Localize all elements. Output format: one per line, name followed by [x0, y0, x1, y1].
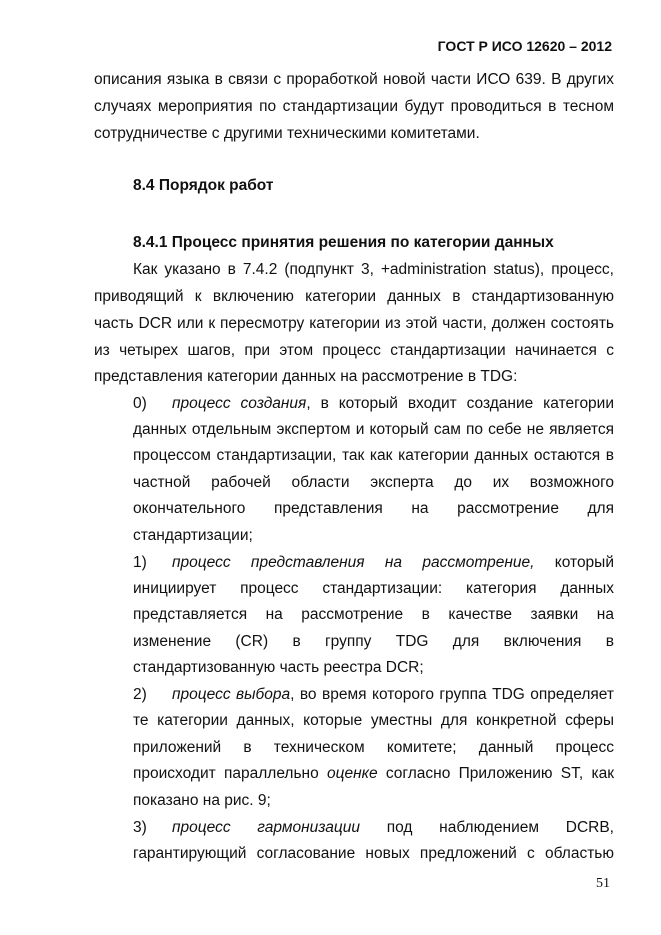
text-line: часть DCR или к пересмотру категории из этой части, должен состоять	[94, 315, 614, 332]
list-marker: 2)	[133, 686, 147, 703]
list-item-line: данных отдельным экспертом и который сам по себе не является	[133, 421, 614, 438]
list-marker: 0)	[133, 395, 147, 412]
list-item-line: частной рабочей области эксперта до их возможного	[133, 474, 614, 491]
emphasis: процесс создания	[172, 395, 307, 412]
list-item-line: представляется на рассмотрение в качестве заявки на	[133, 606, 614, 623]
text-line: сотрудничестве с другими техническими комитетами.	[94, 125, 480, 142]
list-item-line: стандартизации;	[133, 527, 253, 544]
emphasis: процесс выбора	[172, 686, 291, 703]
subsection-heading: 8.4.1 Процесс принятия решения по категории данных	[133, 234, 554, 251]
list-item-line: инициирует процесс стандартизации: категория данных	[133, 580, 614, 597]
list-item-line: процесс представления на рассмотрение, который	[172, 554, 614, 571]
list-item-line: процесс создания, в который входит создание категории	[172, 395, 614, 412]
list-item-line: гарантирующий согласование новых предложений с областью	[133, 845, 614, 862]
running-header: ГОСТ Р ИСО 12620 – 2012	[437, 38, 612, 54]
section-heading: 8.4 Порядок работ	[133, 177, 274, 194]
text-line: случаях мероприятия по стандартизации будут проводиться в тесном	[94, 98, 614, 115]
text-line: описания языка в связи с проработкой новой части ИСО 639. В других	[94, 71, 614, 88]
page-number: 51	[596, 876, 610, 891]
text-line: приводящий к включению категории данных в стандартизованную	[94, 288, 614, 305]
list-item-line: те категории данных, которые уместны для конкретной сферы	[133, 712, 614, 729]
list-item-line: окончательного представления на рассмотрение для	[133, 500, 614, 517]
list-item-line: процесс гармонизации под наблюдением DCRB,	[172, 819, 614, 836]
list-marker: 1)	[133, 554, 147, 571]
list-marker: 3)	[133, 819, 147, 836]
list-item-line: изменение (CR) в группу TDG для включения в	[133, 633, 614, 650]
list-item-line: процесс выбора, во время которого группа TDG определяет	[172, 686, 614, 703]
text-line: из четырех шагов, при этом процесс стандартизации начинается с	[94, 342, 614, 359]
text-line: Как указано в 7.4.2 (подпункт 3, +administration status), процесс,	[133, 261, 614, 278]
list-item-line: приложений в техническом комитете; данный процесс	[133, 739, 614, 756]
emphasis: процесс представления на рассмотрение,	[172, 554, 535, 571]
list-item-line: стандартизованную часть реестра DCR;	[133, 659, 424, 676]
emphasis: процесс гармонизации	[172, 819, 360, 836]
emphasis: оценке	[327, 765, 378, 782]
list-item-line: показано на рис. 9;	[133, 792, 271, 809]
list-item-line: процессом стандартизации, так как категории данных остаются в	[133, 447, 614, 464]
list-item-line: происходит параллельно оценке согласно Приложению ST, как	[133, 765, 615, 782]
text-line: представления категории данных на рассмотрение в TDG:	[94, 368, 518, 385]
